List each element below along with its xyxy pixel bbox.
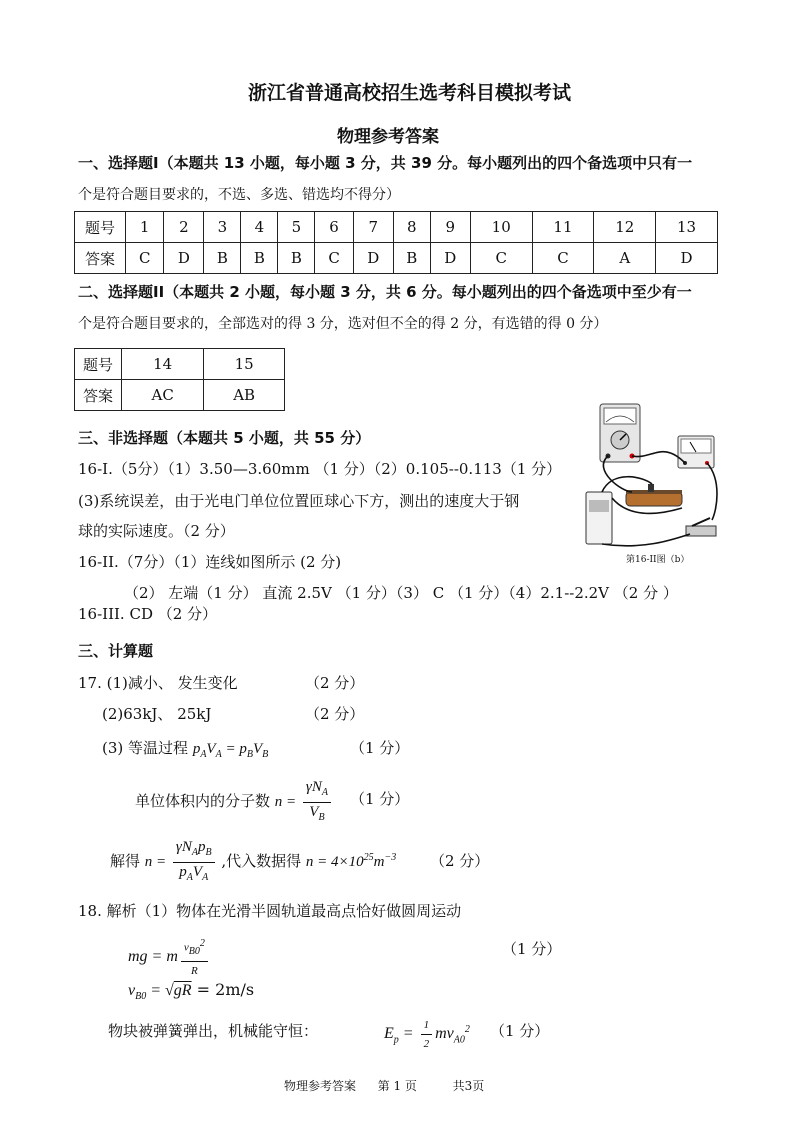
formula-ep: $E_p$ = $\frac{1}{2}$ $mv_{A0}^2$ bbox=[384, 1016, 470, 1053]
answer-table-1 bbox=[74, 211, 718, 274]
section1-heading-cont: 个是符合题目要求的，不选、多选、错选均不得分） bbox=[78, 187, 400, 203]
q17-3-score: （1 分） bbox=[350, 739, 410, 757]
formula-isothermal: $p_AV_A = p_BV_B$ bbox=[192, 741, 269, 760]
section3-heading: 三、非选择题（本题共 5 小题，共 55 分） bbox=[78, 429, 371, 447]
q17-5-label: 解得 bbox=[110, 851, 141, 870]
section1-heading-text: 一、选择题I（本题共 13 小题，每小题 3 分，共 39 分。每小题列出的四个备选项中只有一 bbox=[78, 154, 693, 172]
answer-cell: B bbox=[278, 243, 315, 274]
formula-result: $n = 4\times 10^{25}m^{-3}$ bbox=[305, 851, 397, 870]
q17-5-mid: ,代入数据得 bbox=[221, 851, 302, 870]
section2-heading: 二、选择题II（本题共 2 小题，每小题 3 分，共 6 分。每小题列出的四个备选项中至少有一 bbox=[78, 283, 692, 301]
q16-1-line2: (3)系统误差，由于光电门单位位置匝球心下方，测出的速度大于钢 bbox=[78, 492, 520, 510]
question-number-cell: 12 bbox=[594, 212, 656, 243]
question-number-cell: 11 bbox=[532, 212, 594, 243]
answer-cell: AB bbox=[204, 380, 285, 411]
document-title: 浙江省普通高校招生选考科目模拟考试 bbox=[248, 82, 572, 104]
table-row bbox=[75, 380, 285, 411]
table-row bbox=[75, 243, 718, 274]
question-number-cell: 3 bbox=[204, 212, 241, 243]
q17-1-line: 17. (1)减小、 发生变化 bbox=[78, 674, 238, 692]
question-number-cell: 10 bbox=[470, 212, 532, 243]
question-number-cell: 6 bbox=[315, 212, 353, 243]
q17-2-score: （2 分） bbox=[305, 705, 365, 723]
formula-solution: n = $\frac{\gamma N_Ap_B}{p_AV_A}$ bbox=[145, 854, 222, 870]
circuit-diagram-icon bbox=[582, 400, 722, 565]
section2-heading-cont: 个是符合题目要求的，全部选对的得 3 分，选对但不全的得 2 分，有选错的得 0 分） bbox=[78, 316, 608, 332]
q16-1-line3: 球的实际速度。（2 分） bbox=[78, 522, 235, 540]
q17-5-line bbox=[110, 838, 396, 887]
question-number-cell: 13 bbox=[656, 212, 718, 243]
q18-heading: 18. 解析（1）物体在光滑半圆轨道最高点恰好做圆周运动 bbox=[78, 902, 462, 920]
footer bbox=[284, 1077, 484, 1094]
q18-eq3-score: （1 分） bbox=[490, 1022, 550, 1040]
q17-2-line: (2)63kJ、 25kJ bbox=[102, 705, 212, 723]
q17-4-score: （1 分） bbox=[350, 790, 410, 808]
answer-cell: A bbox=[594, 243, 656, 274]
answer-cell: D bbox=[430, 243, 470, 274]
figure-caption: 第16-II图（b） bbox=[626, 555, 690, 565]
section4-heading: 三、计算题 bbox=[78, 642, 154, 660]
circuit-figure bbox=[582, 400, 722, 565]
section1-heading bbox=[78, 152, 692, 173]
question-number-cell: 14 bbox=[122, 349, 204, 380]
answer-cell: C bbox=[126, 243, 164, 274]
answer-cell: D bbox=[656, 243, 718, 274]
answer-cell: C bbox=[532, 243, 594, 274]
q16-2-line1: 16-II.（7分）（1）连线如图所示 (2 分) bbox=[78, 553, 342, 571]
q17-4-label: 单位体积内的分子数 bbox=[135, 791, 271, 810]
answer-cell: C bbox=[315, 243, 353, 274]
table-label-question: 题号 bbox=[75, 212, 126, 243]
q17-3-label: (3) 等温过程 bbox=[102, 739, 189, 757]
table-label-question: 题号 bbox=[75, 349, 122, 380]
q16-1-line1: 16-I.（5分）（1）3.50—3.60mm （1 分）（2）0.105--0.113（1 分） bbox=[78, 460, 562, 478]
table-row bbox=[75, 349, 285, 380]
question-number-cell: 8 bbox=[393, 212, 430, 243]
question-number-cell: 4 bbox=[241, 212, 278, 243]
footer-page: 第 1 页 bbox=[377, 1079, 417, 1093]
question-number-cell: 1 bbox=[126, 212, 164, 243]
table-row bbox=[75, 212, 718, 243]
document-subtitle: 物理参考答案 bbox=[337, 127, 439, 147]
answer-table-2 bbox=[74, 348, 285, 411]
question-number-cell: 15 bbox=[204, 349, 285, 380]
q16-3-line: 16-III. CD （2 分） bbox=[78, 605, 218, 623]
formula-mg: mg = m $\frac{v_{B0}^2}{R}$ bbox=[128, 935, 211, 980]
q17-3-line bbox=[102, 737, 268, 760]
footer-text: 物理参考答案 bbox=[284, 1079, 357, 1093]
q17-1-score: （2 分） bbox=[305, 674, 365, 692]
q16-2-line2: （2） 左端（1 分） 直流 2.5V （1 分）（3） C （1 分）（4）2.1--2.2V （2 分 ） bbox=[124, 584, 678, 602]
answer-cell: D bbox=[353, 243, 393, 274]
q18-eq1-score: （1 分） bbox=[502, 940, 562, 958]
table-label-answer: 答案 bbox=[75, 243, 126, 274]
q17-4-line bbox=[135, 778, 334, 827]
formula-vb0: $v_{B0} = √gR = 2m/s$ bbox=[128, 980, 255, 1003]
footer-total: 共3页 bbox=[452, 1079, 485, 1093]
answer-cell: B bbox=[393, 243, 430, 274]
q17-5-score: （2 分） bbox=[430, 852, 490, 870]
question-number-cell: 7 bbox=[353, 212, 393, 243]
table-label-answer: 答案 bbox=[75, 380, 122, 411]
q18-line3: 物块被弹簧弹出，机械能守恒： bbox=[108, 1022, 319, 1040]
answer-cell: B bbox=[204, 243, 241, 274]
question-number-cell: 9 bbox=[430, 212, 470, 243]
question-number-cell: 5 bbox=[278, 212, 315, 243]
question-number-cell: 2 bbox=[164, 212, 204, 243]
answer-cell: D bbox=[164, 243, 204, 274]
answer-cell: C bbox=[470, 243, 532, 274]
q18-eq2-value: = 2m/s bbox=[196, 980, 255, 999]
answer-cell: B bbox=[241, 243, 278, 274]
answer-cell: AC bbox=[122, 380, 204, 411]
formula-molecule-density: n = $\frac{\gamma N_A}{V_B}$ bbox=[275, 794, 334, 810]
